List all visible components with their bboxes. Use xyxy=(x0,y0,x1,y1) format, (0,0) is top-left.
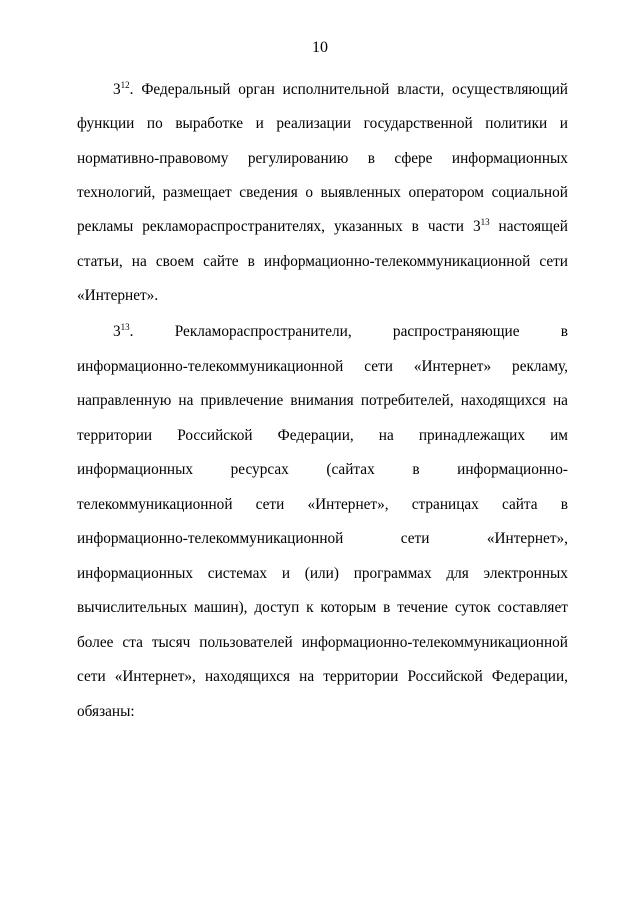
text-word: власти, xyxy=(397,81,445,98)
paragraph-2-line xyxy=(77,356,568,378)
text-word: распространяющие xyxy=(392,323,520,340)
text-word: машин), xyxy=(194,599,248,616)
text-word: сайте xyxy=(203,252,239,270)
text-word: пользователей xyxy=(199,633,293,651)
text-word: информационно- xyxy=(457,461,568,478)
paragraph-2-line xyxy=(77,563,568,585)
text-word: сети xyxy=(77,668,106,685)
paragraph-2-line xyxy=(77,425,568,447)
text-word: программах xyxy=(353,564,432,582)
text-word: потребителей, xyxy=(360,392,454,409)
text-word: осуществляющий xyxy=(452,81,568,98)
text-word: размещает xyxy=(162,183,232,201)
text-word: ста xyxy=(122,633,143,651)
text-word: привлечение xyxy=(200,392,284,409)
text-word: вычислительных xyxy=(77,599,188,616)
text-word: государственной xyxy=(363,115,473,133)
text-word: информационно-телекоммуникационной xyxy=(77,357,344,375)
superscript: 12 xyxy=(120,79,130,90)
text-word: телекоммуникационной xyxy=(77,495,233,513)
text-word: настоящей xyxy=(498,218,568,236)
text-word: сети xyxy=(539,252,568,270)
text-word: находящихся xyxy=(460,392,546,409)
text-word: сети xyxy=(255,495,285,513)
text-word: оператором xyxy=(408,183,484,201)
paragraph-1-line xyxy=(77,251,568,273)
paragraph-2-line xyxy=(77,528,568,550)
text-word: и xyxy=(255,115,264,133)
text-word: страницах xyxy=(411,495,479,513)
text-word: информационно-телекоммуникационной xyxy=(301,633,568,651)
text-word: политики xyxy=(485,115,548,133)
paragraph-2-line xyxy=(77,632,568,654)
text-word: обязаны: xyxy=(77,702,135,720)
text-word: на xyxy=(552,392,568,409)
paragraph-1-line xyxy=(77,113,568,135)
paragraph-2-line xyxy=(77,390,568,412)
paragraph-2-line xyxy=(77,701,568,723)
text-word: на xyxy=(299,668,315,685)
page-number: 10 xyxy=(312,39,328,56)
text-word: территории xyxy=(323,668,399,685)
text-word: информационных xyxy=(77,461,194,478)
text-word: суток xyxy=(454,599,491,616)
text-word: информационных xyxy=(77,564,194,582)
paragraph-2-line xyxy=(113,321,568,343)
text-word: информационно-телекоммуникационной xyxy=(263,252,531,270)
text-word: течение xyxy=(397,599,448,616)
text-word: электронных xyxy=(483,564,568,582)
text-word: к xyxy=(306,599,314,616)
text-word: о xyxy=(305,183,314,201)
text-word: на xyxy=(378,426,394,444)
text-word: Федеральный xyxy=(141,81,231,98)
text-word: информационно-телекоммуникационной xyxy=(77,530,344,547)
text-word: орган xyxy=(238,81,275,98)
text-word: рекламу, xyxy=(512,357,568,375)
text-word: на xyxy=(178,392,194,409)
article-number: $3^{13}$. xyxy=(113,321,134,340)
text-word: в xyxy=(383,599,391,616)
text-word: находящихся xyxy=(204,668,291,685)
text-word: для xyxy=(446,564,469,582)
superscript: 13 xyxy=(120,321,130,332)
text-word: тысяч xyxy=(151,633,191,651)
paragraph-1-line xyxy=(77,285,568,307)
text-word: внимания xyxy=(290,392,354,409)
text-word: принадлежащих xyxy=(418,426,526,444)
paragraph-1-line xyxy=(77,182,568,204)
article-number: $3^{12}$. xyxy=(113,79,134,98)
text-word: сфере xyxy=(394,149,433,167)
text-word: информационных xyxy=(451,149,568,167)
text-word: в xyxy=(247,252,255,270)
paragraph-2-line xyxy=(77,494,568,516)
text-word: «Интернет» xyxy=(413,357,492,375)
text-word: в xyxy=(411,218,419,236)
text-word: сайта xyxy=(501,495,538,513)
paragraph-1-line xyxy=(113,79,568,101)
paragraph-2-line xyxy=(77,597,568,619)
text-word: направленную xyxy=(77,392,172,409)
text-word: по xyxy=(146,115,163,133)
text-word: в xyxy=(560,323,568,340)
text-word: более xyxy=(77,633,114,651)
text-word: нормативно-правовому xyxy=(77,149,229,167)
text-word: реализации xyxy=(276,115,352,133)
paragraph-1-line xyxy=(77,148,568,170)
text-word: системах xyxy=(207,564,268,582)
paragraph-1-line xyxy=(77,216,568,238)
text-word: «Интернет», xyxy=(307,495,389,513)
text-word: своем xyxy=(155,252,195,270)
text-word: статьи, xyxy=(77,252,123,270)
article-number: $3^{13}$ xyxy=(472,217,490,236)
text-word: указанных xyxy=(333,218,403,236)
text-word: в xyxy=(560,495,568,513)
text-word: сведения xyxy=(239,183,298,201)
text-word: Российской xyxy=(407,668,483,685)
paragraph-2-line xyxy=(77,459,568,481)
text-word: «Интернет», xyxy=(114,668,196,685)
text-word: и xyxy=(559,115,568,133)
text-word: территории xyxy=(77,426,153,444)
text-word: «Интернет», xyxy=(486,530,568,547)
text-word: в xyxy=(367,149,375,167)
text-word: «Интернет». xyxy=(77,286,159,304)
text-word: Федерации, xyxy=(491,668,568,685)
superscript: 13 xyxy=(480,217,490,228)
text-word: рекламы xyxy=(77,218,134,236)
text-word: Российской xyxy=(177,426,253,444)
paragraph-2-line xyxy=(77,666,568,688)
text-word: функции xyxy=(77,115,135,133)
text-word: сети xyxy=(364,357,393,375)
text-word: Рекламораспространители, xyxy=(174,323,352,340)
text-word: рекламораспространителях, xyxy=(142,218,326,236)
text-word: ресурсах xyxy=(230,461,289,478)
text-word: им xyxy=(550,426,568,444)
text-word: выявленных xyxy=(320,183,401,201)
text-word: регулированию xyxy=(247,149,349,167)
text-word: сети xyxy=(400,530,430,547)
text-word: на xyxy=(131,252,147,270)
text-word: и xyxy=(281,564,290,582)
text-word: которым xyxy=(320,599,377,616)
text-word: Федерации, xyxy=(277,426,354,444)
text-word: в xyxy=(412,461,420,478)
text-word: части xyxy=(427,218,464,236)
text-word: технологий, xyxy=(77,183,156,201)
text-word: (или) xyxy=(304,564,339,582)
text-word: выработке xyxy=(175,115,244,133)
text-word: социальной xyxy=(491,183,568,201)
text-word: доступ xyxy=(254,599,300,616)
text-word: составляет xyxy=(497,599,568,616)
text-word: исполнительной xyxy=(282,81,390,98)
text-word: (сайтах xyxy=(326,461,375,478)
